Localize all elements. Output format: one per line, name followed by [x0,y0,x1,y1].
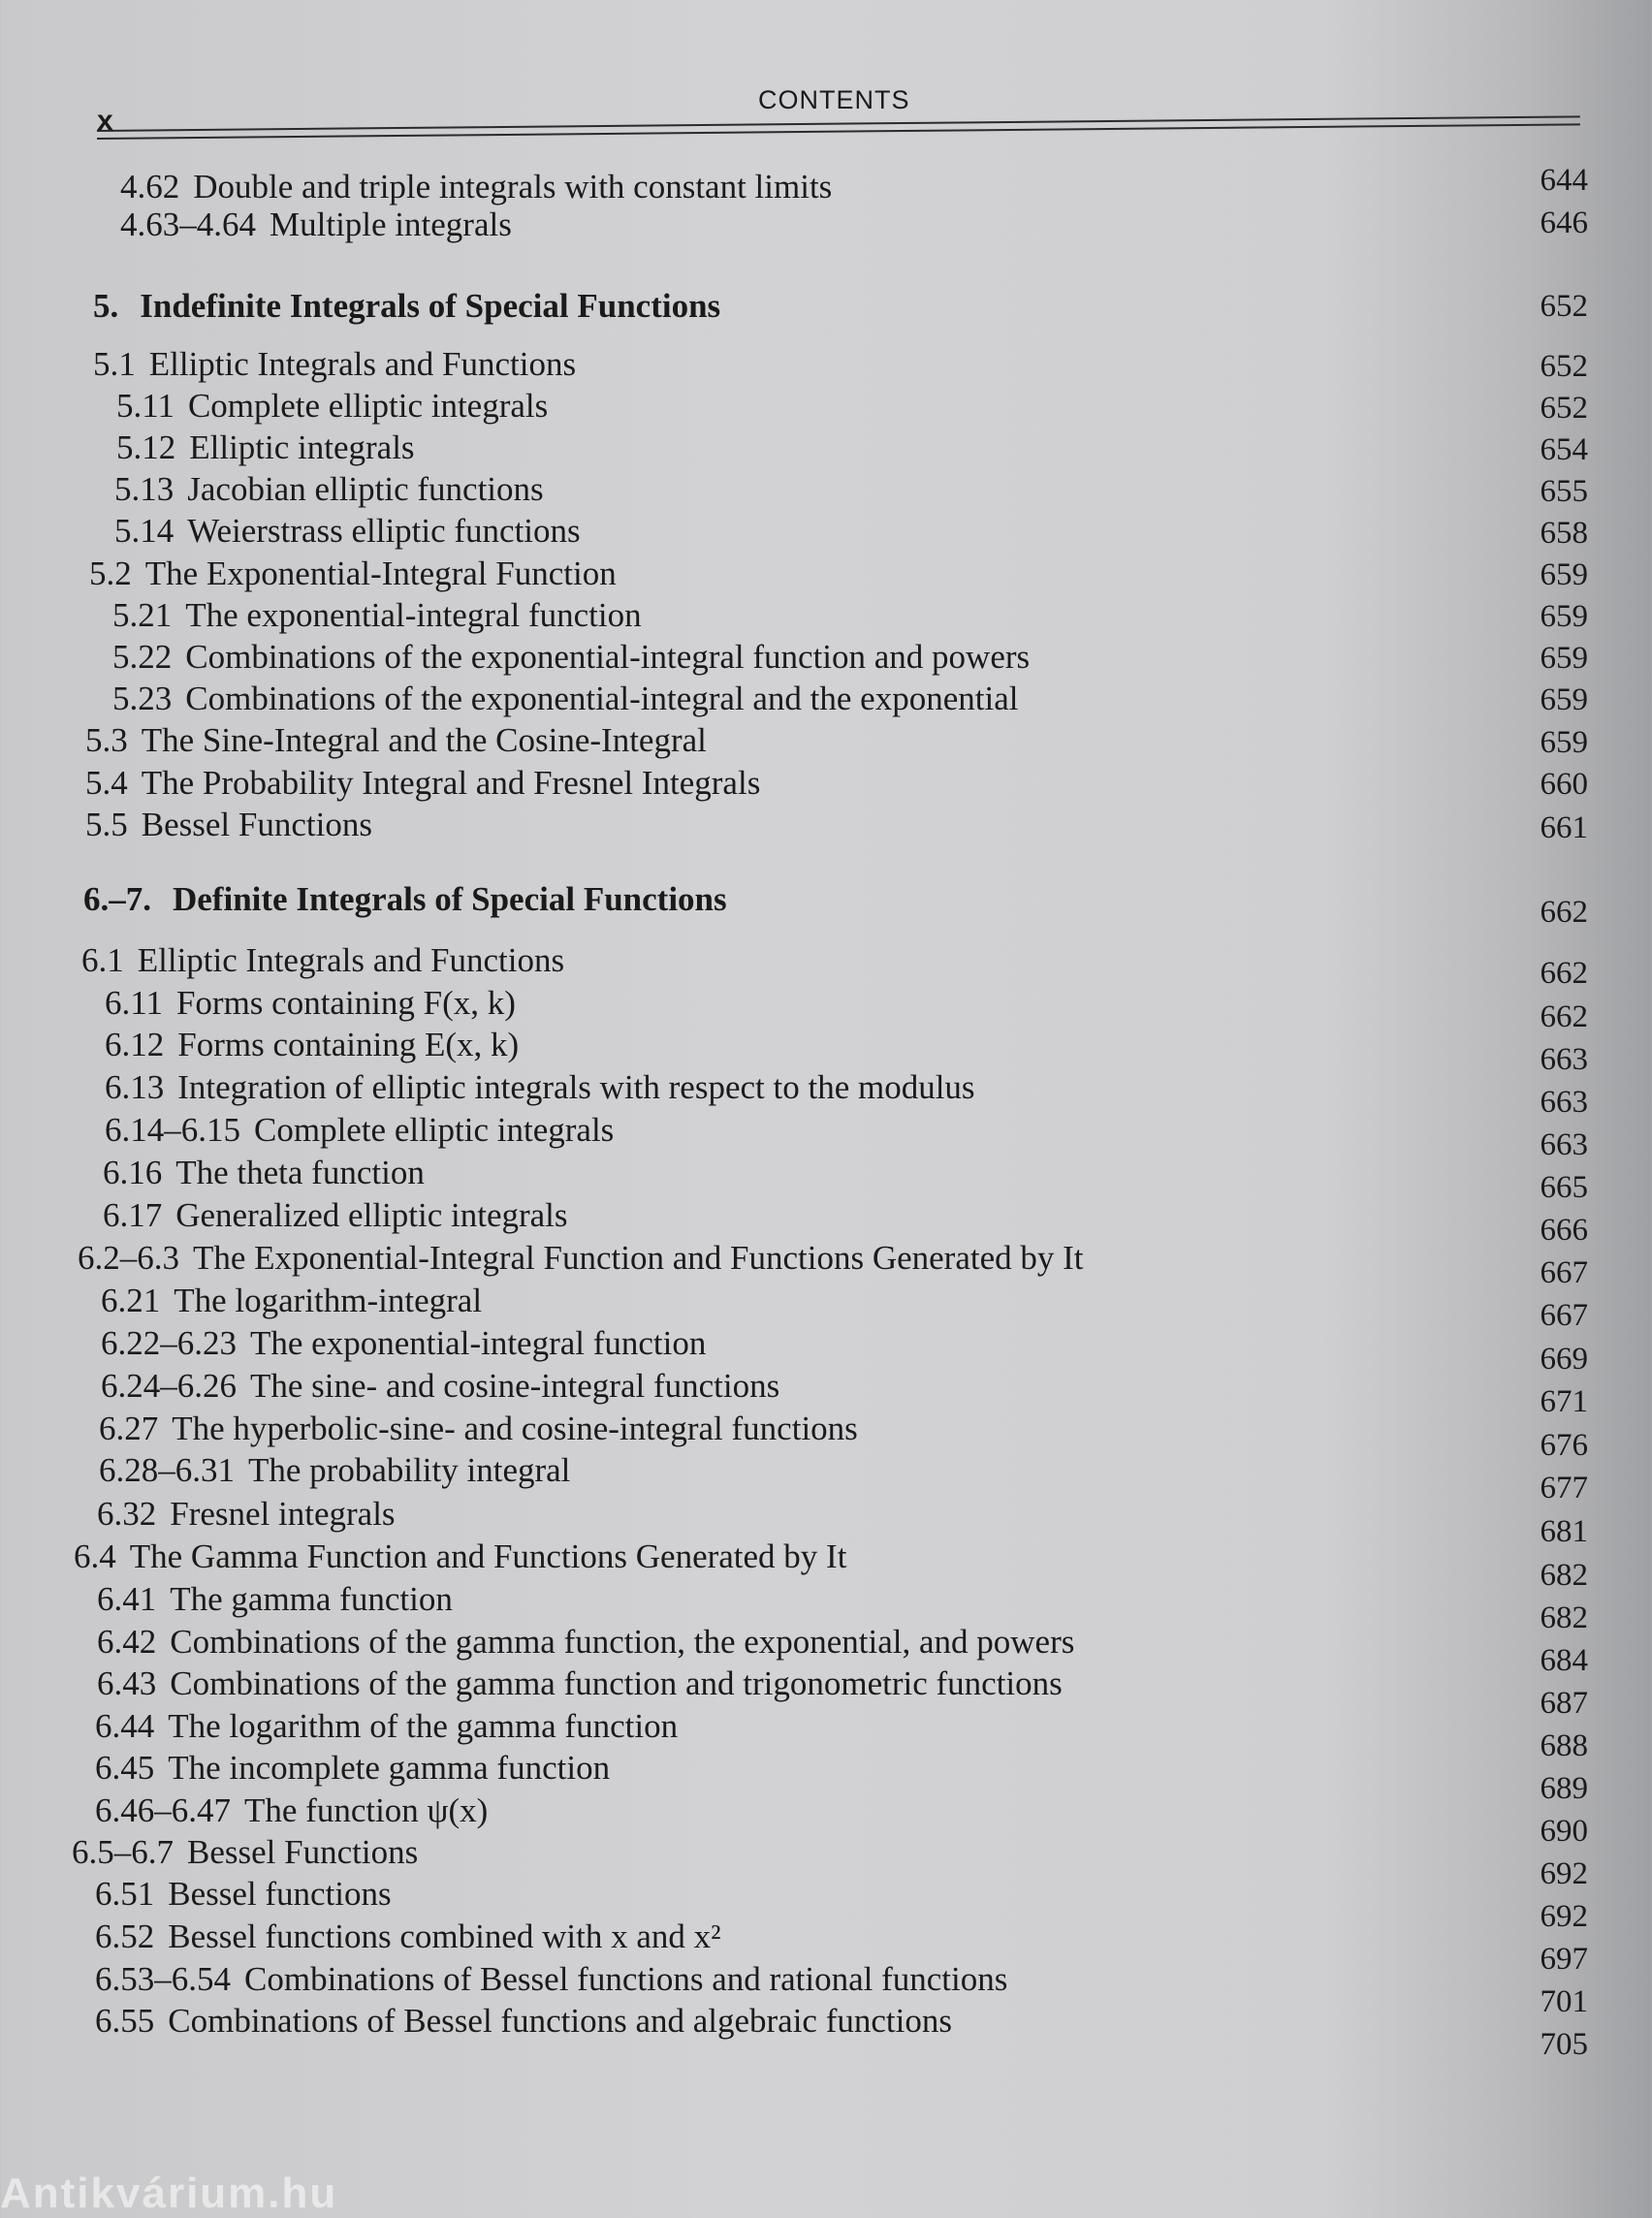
entry-number: 6.44 [95,1707,155,1745]
page-number: 676 [1540,1428,1588,1463]
toc-entry [101,1326,706,1360]
entry-title: The theta function [175,1154,425,1191]
toc-entry [95,1709,678,1743]
toc-entry [85,808,372,841]
entry-title: Combinations of Bessel functions and algebraic functions [168,2002,952,2040]
entry-number: 6.27 [99,1410,159,1447]
page-number: 667 [1540,1298,1588,1333]
page-number: 659 [1540,682,1588,717]
page-number: 652 [1540,349,1588,384]
entry-title: Integration of elliptic integrals with respect to the modulus [177,1068,975,1106]
page-number: 669 [1540,1342,1588,1377]
entry-title: The Probability Integral and Fresnel Integrals [141,764,761,802]
entry-number: 5. [93,287,119,325]
entry-title: Elliptic Integrals and Functions [137,941,565,979]
entry-title: The gamma function [170,1580,453,1618]
entry-number: 6.42 [97,1623,157,1661]
entry-title: Definite Integrals of Special Functions [173,880,727,918]
toc-entry [103,1198,568,1232]
page-number: 663 [1540,1127,1588,1162]
toc-entry [120,207,512,241]
chapter-heading [83,882,727,916]
page-number: 644 [1540,163,1588,198]
entry-title: Forms containing F(x, k) [175,984,516,1022]
entry-number: 6.4 [74,1537,116,1575]
entry-number: 6.21 [101,1282,161,1319]
toc-entry [112,598,642,632]
entry-number: 6.13 [105,1068,165,1106]
toc-entry [72,1835,418,1869]
toc-entry [103,1156,425,1189]
toc-entry [99,1411,858,1445]
page-number: 688 [1540,1728,1588,1763]
page-number: 661 [1540,810,1588,845]
page-number: 682 [1540,1600,1588,1635]
toc-entry [93,347,576,381]
page-number: 659 [1540,725,1588,760]
toc-entry [97,1666,1063,1700]
entry-number: 5.13 [114,470,175,508]
entry-title: The exponential-integral function [250,1324,707,1362]
toc-entry [74,1539,846,1573]
entry-number: 5.5 [85,806,128,843]
page-number: 652 [1540,289,1588,324]
toc-entry [112,640,1030,674]
entry-title: Complete elliptic integrals [187,387,549,425]
entry-title: Fresnel integrals [170,1495,396,1533]
page-roman-numeral: x [97,105,113,137]
watermark: Antikvárium.hu [0,2170,338,2217]
entry-title: The function ψ(x) [244,1791,489,1829]
page-number: 671 [1540,1384,1588,1419]
entry-number: 6.55 [95,2002,155,2040]
page-number: 659 [1540,641,1588,676]
entry-title: The logarithm of the gamma function [168,1707,679,1745]
entry-number: 6.12 [105,1026,165,1063]
toc-entry [105,1028,519,1061]
entry-number: 6.16 [103,1154,163,1191]
entry-title: The sine- and cosine-integral functions [250,1367,780,1405]
entry-title: Complete elliptic integrals [254,1111,615,1149]
page-number: 687 [1540,1686,1588,1721]
entry-title: Generalized elliptic integrals [175,1196,568,1234]
page-number: 654 [1540,432,1588,467]
entry-number: 6.14–6.15 [105,1111,240,1149]
toc-entry [95,2004,952,2038]
entry-title: The exponential-integral function [185,596,642,634]
page-number: 659 [1540,599,1588,634]
page-number: 684 [1540,1643,1588,1678]
entry-number: 5.3 [85,721,128,759]
entry-title: The probability integral [248,1451,571,1489]
entry-title: Jacobian elliptic functions [187,470,544,508]
entry-title: Weierstrass elliptic functions [187,512,581,550]
entry-title: Forms containing E(x, k) [177,1026,520,1063]
toc-entry [95,1793,488,1827]
entry-title: Elliptic integrals [189,428,415,466]
page-number: 660 [1540,767,1588,802]
entry-title: Bessel Functions [187,1833,419,1871]
entry-title: Combinations of the exponential-integral function and powers [185,638,1031,676]
toc-entry [95,1919,721,1953]
toc-entry [114,472,544,506]
entry-title: The Gamma Function and Functions Generated by It [129,1537,847,1575]
entry-title: Elliptic Integrals and Functions [148,345,577,383]
entry-number: 5.1 [93,345,136,383]
entry-title: The logarithm-integral [174,1282,483,1319]
toc-entry [95,1877,392,1911]
entry-title: Combinations of the gamma function and trigonometric functions [170,1664,1063,1702]
entry-title: Bessel functions [168,1875,392,1913]
page-number: 689 [1540,1771,1588,1806]
toc-entry [81,943,564,977]
toc-entry [116,430,415,464]
page-number: 701 [1540,1984,1588,2019]
toc-entry [97,1497,396,1531]
entry-number: 6.46–6.47 [95,1791,231,1829]
entry-title: Double and triple integrals with constant limits [193,168,833,206]
entry-number: 6.43 [97,1664,157,1702]
page-number: 662 [1540,895,1588,930]
page-number: 663 [1540,1042,1588,1077]
toc-entry [85,766,760,800]
page-number: 655 [1540,474,1588,509]
toc-entry [97,1625,1074,1659]
entry-title: The Exponential-Integral Function [144,554,617,592]
page-number: 665 [1540,1170,1588,1205]
page-number: 662 [1540,956,1588,991]
entry-number: 4.62 [120,168,180,206]
toc-entry [105,986,516,1020]
page-number: 681 [1540,1514,1588,1549]
entry-number: 5.21 [112,596,173,634]
page-number: 646 [1540,206,1588,240]
toc-entry [95,1751,610,1785]
entry-number: 5.4 [85,764,128,802]
chapter-heading [93,289,720,323]
entry-number: 5.22 [112,638,173,676]
entry-number: 6.53–6.54 [95,1960,231,1998]
page-number: 663 [1540,1085,1588,1120]
entry-number: 6.5–6.7 [72,1833,174,1871]
entry-number: 6.32 [97,1495,157,1533]
page-number: 690 [1540,1814,1588,1849]
toc-entry [114,514,581,548]
entry-number: 5.11 [116,387,175,425]
toc-entry [89,556,617,590]
toc-entry [99,1453,570,1487]
entry-number: 6.11 [105,984,163,1022]
entry-title: Multiple integrals [270,206,512,243]
entry-title: Combinations of the exponential-integral and the exponential [185,680,1019,717]
page-number: 697 [1540,1942,1588,1977]
entry-number: 6.17 [103,1196,163,1234]
entry-number: 6.22–6.23 [101,1324,237,1362]
entry-title: The hyperbolic-sine- and cosine-integral functions [172,1410,858,1447]
toc-entry [85,723,707,757]
running-head: CONTENTS [758,85,910,114]
entry-number: 6.24–6.26 [101,1367,237,1405]
entry-title: Combinations of Bessel functions and rational functions [244,1960,1008,1998]
entry-title: Bessel Functions [141,806,372,843]
entry-number: 6.51 [95,1875,155,1913]
toc-entry [105,1070,975,1104]
header-rule [97,115,1580,140]
entry-number: 5.23 [112,680,173,717]
entry-number: 6.2–6.3 [78,1239,179,1277]
entry-number: 6.28–6.31 [99,1451,235,1489]
page-number: 677 [1540,1471,1588,1505]
page-number: 705 [1540,2027,1588,2062]
entry-number: 5.2 [89,554,132,592]
entry-number: 5.12 [116,428,176,466]
entry-number: 6.41 [97,1580,157,1618]
toc-entry [101,1283,482,1317]
toc-entry [97,1582,453,1616]
toc-entry [101,1369,779,1403]
entry-number: 6.1 [81,941,124,979]
toc-entry [95,1962,1007,1996]
entry-title: Indefinite Integrals of Special Functions [140,287,721,325]
entry-title: The Exponential-Integral Function and Functions Generated by It [193,1239,1084,1277]
page-number: 692 [1540,1899,1588,1934]
page-number: 692 [1540,1856,1588,1891]
toc-entry [105,1113,614,1147]
page-number: 667 [1540,1255,1588,1290]
toc-entry [112,681,1018,715]
page-number: 666 [1540,1213,1588,1248]
entry-number: 6.–7. [83,880,151,918]
page-number: 662 [1540,999,1588,1034]
entry-title: The Sine-Integral and the Cosine-Integral [141,721,707,759]
page-number: 658 [1540,516,1588,551]
entry-number: 6.45 [95,1749,155,1787]
entry-title: The incomplete gamma function [168,1749,611,1787]
toc-entry [78,1241,1084,1275]
entry-title: Bessel functions combined with x and x² [168,1917,721,1955]
page-number: 659 [1540,557,1588,592]
entry-number: 4.63–4.64 [120,206,256,243]
toc-entry [120,170,832,204]
entry-number: 6.52 [95,1917,155,1955]
toc-entry [116,389,548,423]
page-number: 652 [1540,391,1588,426]
page-number: 682 [1540,1558,1588,1593]
entry-title: Combinations of the gamma function, the exponential, and powers [170,1623,1075,1661]
entry-number: 5.14 [114,512,175,550]
